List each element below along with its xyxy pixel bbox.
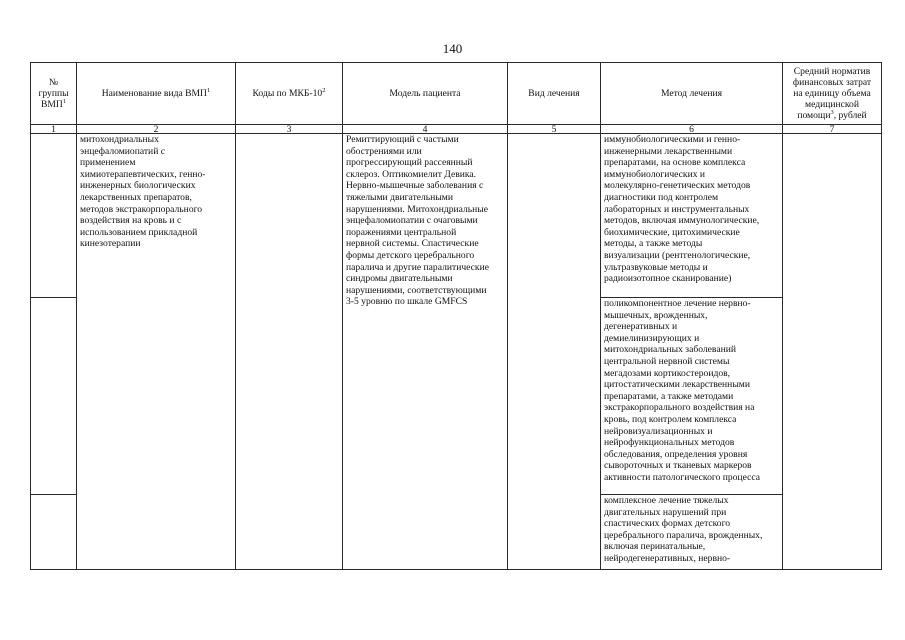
text-line: Нервно-мышечные заболевания с <box>346 180 484 192</box>
text-line: нейровизуализационных и <box>604 425 713 437</box>
header-vmp-name-text: Наименование вида ВМП <box>101 88 207 99</box>
header-average-cost-line: Средний норматив <box>793 65 871 77</box>
text-line: методов, включая иммунологические, <box>604 215 760 227</box>
column-number: 5 <box>551 124 557 135</box>
text-line: лекарственных препаратов, <box>80 191 192 203</box>
header-treatment-method-text: Метод лечения <box>660 88 723 99</box>
col1-row-divider-1 <box>30 297 76 298</box>
text-line: иммунобиологическими и генно- <box>604 134 741 145</box>
column-number: 1 <box>51 124 56 135</box>
table-bottom-border <box>30 569 882 570</box>
text-line: применением <box>80 157 136 169</box>
text-line: нервной системы. Спастические <box>346 238 479 250</box>
text-line: методы, а также методы <box>604 238 703 250</box>
text-line: мышечных, врожденных, <box>604 309 708 321</box>
text-line: комплексное лечение тяжелых <box>604 495 729 506</box>
header-treatment-type <box>508 63 600 124</box>
text-line: радиоизотопное сканирование) <box>604 273 732 285</box>
column-number: 2 <box>153 124 159 135</box>
header-patient-model <box>343 63 507 124</box>
treatment-method-cell <box>601 298 782 484</box>
footnote-marker: 1 <box>62 98 67 105</box>
header-group-number-line: ВМП <box>40 99 63 110</box>
text-line: диагностики под контролем <box>604 191 719 203</box>
text-line: активности патологического процесса <box>604 471 761 483</box>
text-line: визуализации (рентгенологические, <box>604 249 751 261</box>
header-group-number-line: № <box>48 77 59 88</box>
column-number: 7 <box>829 124 835 135</box>
text-line: включая перинатальные, <box>604 541 706 553</box>
text-line: нейрофункциональных методов <box>604 437 735 449</box>
text-line: препаратами, на основе комплекса <box>604 157 746 169</box>
text-line: сывороточных и тканевых маркеров <box>604 460 752 472</box>
header-treatment-type-text: Вид лечения <box>528 88 580 99</box>
text-line: синдромы двигательными <box>346 273 453 285</box>
text-line: тяжелыми двигательными <box>346 191 453 203</box>
text-line: энцефаломиопатии с очаговыми <box>346 215 478 227</box>
column-divider-2 <box>235 62 236 570</box>
text-line: дегенеративных и <box>604 321 678 333</box>
patient-model-cell <box>343 134 507 308</box>
header-average-cost-line: на единицу объема <box>793 87 871 99</box>
footnote-marker: 3 <box>830 108 834 116</box>
text-line: биохимические, цитохимические <box>604 226 740 238</box>
text-line: молекулярно-генетических методов <box>604 180 751 192</box>
column-number: 4 <box>422 124 428 135</box>
text-line: обострениями или <box>346 145 422 157</box>
text-line: кровь, под контролем комплекса <box>604 413 737 425</box>
text-line: инженерными лекарственными <box>604 145 733 157</box>
text-line: нейродегенеративных, нервно- <box>604 552 731 564</box>
column-number: 3 <box>286 124 292 135</box>
text-line: прогрессирующий рассеянный <box>346 157 473 169</box>
table-left-border <box>30 62 31 570</box>
text-line: центральной нервной системы <box>604 355 730 367</box>
header-vmp-name <box>77 63 235 124</box>
header-treatment-method <box>601 63 782 124</box>
text-line: митохондриальных заболеваний <box>604 344 736 356</box>
text-line: ультразвуковые методы и <box>604 261 708 273</box>
table-right-border <box>881 62 882 570</box>
text-line: формы детского церебрального <box>346 249 475 261</box>
header-icd-codes-text: Коды по МКБ-10 <box>252 88 323 99</box>
text-line: воздействия на кровь и с <box>80 215 182 227</box>
text-line: иммунобиологических и <box>604 168 706 180</box>
text-line: Ремиттирующий с частыми <box>346 134 459 145</box>
text-line: экстракорпорального воздействия на <box>604 402 755 414</box>
treatment-method-cell <box>601 134 782 285</box>
text-line: инженерных биологических <box>80 180 196 192</box>
footnote-marker: 1 <box>206 87 211 94</box>
column-divider-4 <box>507 62 508 570</box>
text-line: мегадозами кортикостероидов, <box>604 367 731 379</box>
text-line: поликомпонентное лечение нервно- <box>604 298 751 309</box>
text-line: 3-5 уровню по шкале GMFCS <box>346 296 468 308</box>
header-group-number-line: группы <box>38 88 69 99</box>
text-line: препаратами, а также методами <box>604 390 734 402</box>
text-line: химиотерапевтических, генно- <box>80 168 206 180</box>
text-line: лабораторных и инструментальных <box>604 203 750 215</box>
text-line: нарушениями, соответствующими <box>346 284 487 296</box>
text-line: методов экстракорпорального <box>80 203 203 215</box>
text-line: митохондриальных <box>80 134 159 145</box>
page-number: 140 <box>442 41 463 56</box>
vmp-table <box>30 62 882 570</box>
footnote-marker: 2 <box>322 87 326 94</box>
header-average-cost-line: медицинской <box>805 98 859 110</box>
text-line: склероз. Оптикомиелит Девика. <box>346 168 477 180</box>
text-line: спастических формах детского <box>604 518 731 530</box>
header-average-cost <box>783 62 881 124</box>
vmp-name-cell <box>77 134 235 250</box>
text-line: церебрального паралича, врожденных, <box>604 529 763 541</box>
header-icd-codes <box>236 63 342 124</box>
header-group-number <box>31 63 76 124</box>
text-line: обследования, определения уровня <box>604 448 748 460</box>
column-divider-6 <box>782 62 783 570</box>
text-line: демиелинизирующих и <box>604 332 700 344</box>
text-line: использованием прикладной <box>80 226 198 238</box>
text-line: кинезотерапии <box>80 238 141 250</box>
header-patient-model-text: Модель пациента <box>389 88 461 99</box>
text-line: энцефаломиопатий с <box>80 145 165 157</box>
text-line: поражениями центральной <box>346 226 457 238</box>
text-line: двигательных нарушений при <box>604 506 727 518</box>
column-number: 6 <box>689 124 694 135</box>
treatment-method-cell <box>601 495 782 565</box>
header-average-cost-line: финансовых затрат <box>792 76 872 88</box>
text-line: паралича и другие паралитические <box>346 261 489 273</box>
text-line: нарушениями. Митохондриальные <box>346 203 488 215</box>
text-line: цитостатическими лекарственными <box>604 379 750 391</box>
col1-row-divider-2 <box>30 494 76 495</box>
header-average-cost-line: , рублей <box>833 109 867 121</box>
header-average-cost-line: помощи <box>797 109 831 121</box>
